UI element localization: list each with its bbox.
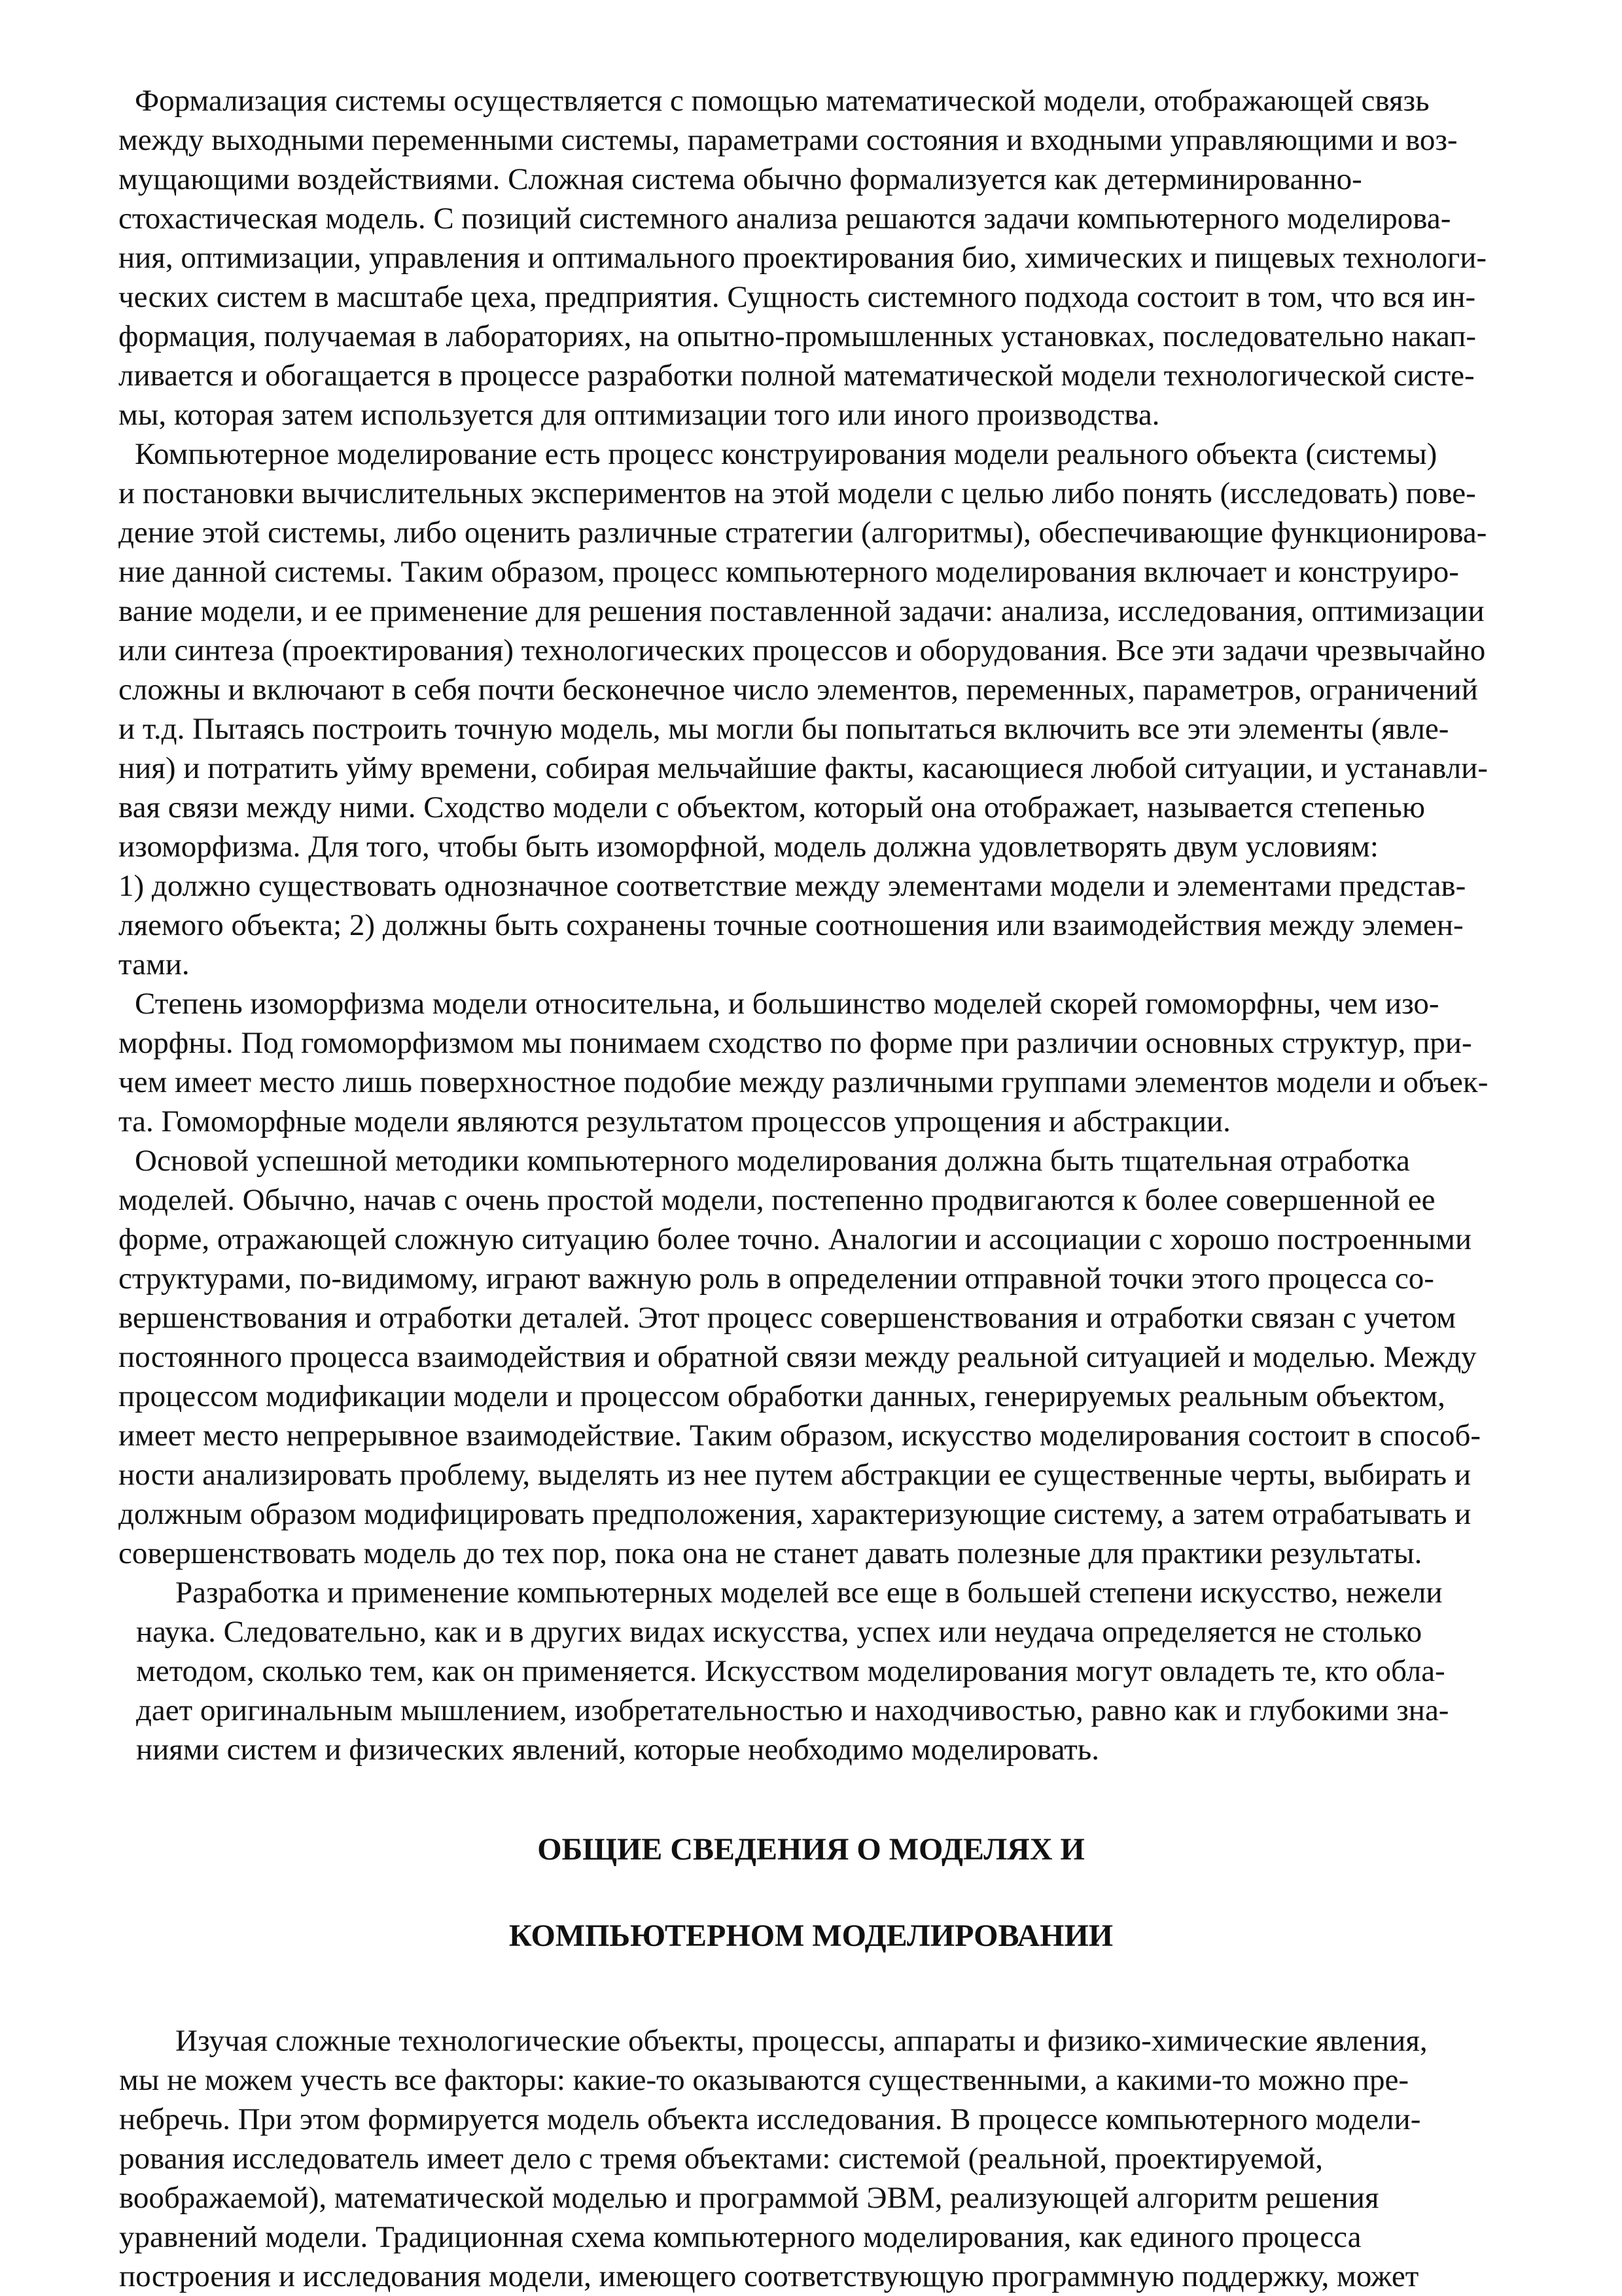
text-line: методом, сколько тем, как он применяется. Искусством моделирования могут овладеть те, кто обла- xyxy=(136,1654,1445,1688)
text-line: или синтеза (проектирования) технологических процессов и оборудования. Все эти задачи чрезвычайно xyxy=(118,633,1486,667)
heading-line-1: ОБЩИЕ СВЕДЕНИЯ О МОДЕЛЯХ И xyxy=(537,1832,1085,1867)
text-line: Формализация системы осуществляется с помощью математической модели, отображающей связь xyxy=(135,84,1430,118)
text-line: ниями систем и физических явлений, которые необходимо моделировать. xyxy=(136,1733,1099,1767)
text-line: Основой успешной методики компьютерного моделирования должна быть тщательная отработка xyxy=(135,1144,1410,1178)
text-line: совершенствовать модель до тех пор, пока она не станет давать полезные для практики результаты. xyxy=(118,1536,1422,1570)
text-line: рования исследователь имеет дело с тремя объектами: системой (реальной, проектируемой, xyxy=(119,2142,1323,2176)
text-line: тами. xyxy=(118,947,190,981)
text-line: воображаемой), математической моделью и программой ЭВМ, реализующей алгоритм решения xyxy=(119,2181,1379,2215)
text-line: построения и исследования модели, имеющего соответствующую программную поддержку, может xyxy=(119,2259,1419,2293)
text-line: между выходными переменными системы, параметрами состояния и входными управляющими и воз- xyxy=(118,123,1458,157)
text-line: имеет место непрерывное взаимодействие. Таким образом, искусство моделирования состоит в способ- xyxy=(118,1419,1481,1453)
text-line: ния, оптимизации, управления и оптимального проектирования био, химических и пищевых технологи- xyxy=(118,241,1487,275)
text-line: вая связи между ними. Сходство модели с объектом, который она отображает, называется степенью xyxy=(118,790,1425,824)
text-line: Компьютерное моделирование есть процесс конструирования модели реального объекта (системы) xyxy=(135,437,1437,471)
text-line: дает оригинальным мышлением, изобретательностью и находчивостью, равно как и глубокими зна- xyxy=(136,1693,1449,1727)
text-line: моделей. Обычно, начав с очень простой модели, постепенно продвигаются к более совершенной ее xyxy=(118,1183,1436,1217)
text-line: небречь. При этом формируется модель объекта исследования. В процессе компьютерного модели- xyxy=(119,2102,1421,2136)
text-line: 1) должно существовать однозначное соответствие между элементами модели и элементами представ- xyxy=(118,869,1466,903)
text-line: ляемого объекта; 2) должны быть сохранены точные соотношения или взаимодействия между элемен- xyxy=(118,908,1464,942)
text-line: вершенствования и отработки деталей. Этот процесс совершенствования и отработки связан с учетом xyxy=(118,1301,1456,1335)
text-line: мы, которая затем используется для оптимизации того или иного производства. xyxy=(118,398,1160,432)
text-line: и т.д. Пытаясь построить точную модель, мы могли бы попытаться включить все эти элементы (явле- xyxy=(118,712,1449,746)
text-line: ческих систем в масштабе цеха, предприятия. Сущность системного подхода состоит в том, что вся ин- xyxy=(118,280,1476,314)
text-line: мы не можем учесть все факторы: какие-то оказываются существенными, а какими-то можно пре- xyxy=(119,2063,1409,2097)
text-line: наука. Следовательно, как и в других видах искусства, успех или неудача определяется не столько xyxy=(136,1615,1422,1649)
text-line: процессом модификации модели и процессом обработки данных, генерируемых реальным объектом, xyxy=(118,1379,1445,1413)
text-line: ния) и потратить уйму времени, собирая мельчайшие факты, касающиеся любой ситуации, и устанавли- xyxy=(118,751,1488,785)
text-line: дение этой системы, либо оценить различные стратегии (алгоритмы), обеспечивающие функционирова- xyxy=(118,516,1487,550)
text-line: мущающими воздействиями. Сложная система обычно формализуется как детерминированно- xyxy=(118,162,1362,196)
text-line: формация, получаемая в лабораториях, на опытно-промышленных установках, последовательно накап- xyxy=(118,319,1477,353)
text-line: форме, отражающей сложную ситуацию более точно. Аналогии и ассоциации с хорошо построенными xyxy=(118,1222,1472,1256)
text-line: и постановки вычислительных экспериментов на этой модели с целью либо понять (исследовать) пове- xyxy=(118,476,1476,510)
text-line: чем имеет место лишь поверхностное подобие между различными группами элементов модели и объек- xyxy=(118,1065,1489,1099)
text-line: Разработка и применение компьютерных моделей все еще в большей степени искусство, нежели xyxy=(175,1576,1443,1610)
text-line: морфны. Под гомоморфизмом мы понимаем сходство по форме при различии основных структур, при- xyxy=(118,1026,1472,1060)
text-line: ности анализировать проблему, выделять из нее путем абстракции ее существенные черты, выбирать и xyxy=(118,1458,1472,1492)
text-line: Степень изоморфизма модели относительна, и большинство моделей скорей гомоморфны, чем изо- xyxy=(135,987,1439,1021)
text-line: ливается и обогащается в процессе разработки полной математической модели технологической систе- xyxy=(118,359,1475,393)
text-line: Изучая сложные технологические объекты, процессы, аппараты и физико-химические явления, xyxy=(175,2024,1428,2058)
text-line: та. Гомоморфные модели являются результатом процессов упрощения и абстракции. xyxy=(118,1104,1231,1139)
text-line: сложны и включают в себя почти бесконечное число элементов, переменных, параметров, ограничений xyxy=(118,673,1478,707)
text-line: вание модели, и ее применение для решения поставленной задачи: анализа, исследования, оптимизации xyxy=(118,594,1485,628)
heading-line-2: КОМПЬЮТЕРНОМ МОДЕЛИРОВАНИИ xyxy=(508,1918,1114,1953)
text-line: изоморфизма. Для того, чтобы быть изоморфной, модель должна удовлетворять двум условиям: xyxy=(118,830,1379,864)
text-line: структурами, по-видимому, играют важную роль в определении отправной точки этого процесса со- xyxy=(118,1262,1434,1296)
text-line: постоянного процесса взаимодействия и обратной связи между реальной ситуацией и моделью. Между xyxy=(118,1340,1477,1374)
text-line: ние данной системы. Таким образом, процесс компьютерного моделирования включает и конструиро- xyxy=(118,555,1459,589)
text-line: стохастическая модель. С позиций системного анализа решаются задачи компьютерного моделирова- xyxy=(118,202,1451,236)
text-line: уравнений модели. Традиционная схема компьютерного моделирования, как единого процесса xyxy=(119,2220,1362,2254)
text-line: должным образом модифицировать предположения, характеризующие систему, а затем отрабатывать и xyxy=(118,1497,1472,1531)
